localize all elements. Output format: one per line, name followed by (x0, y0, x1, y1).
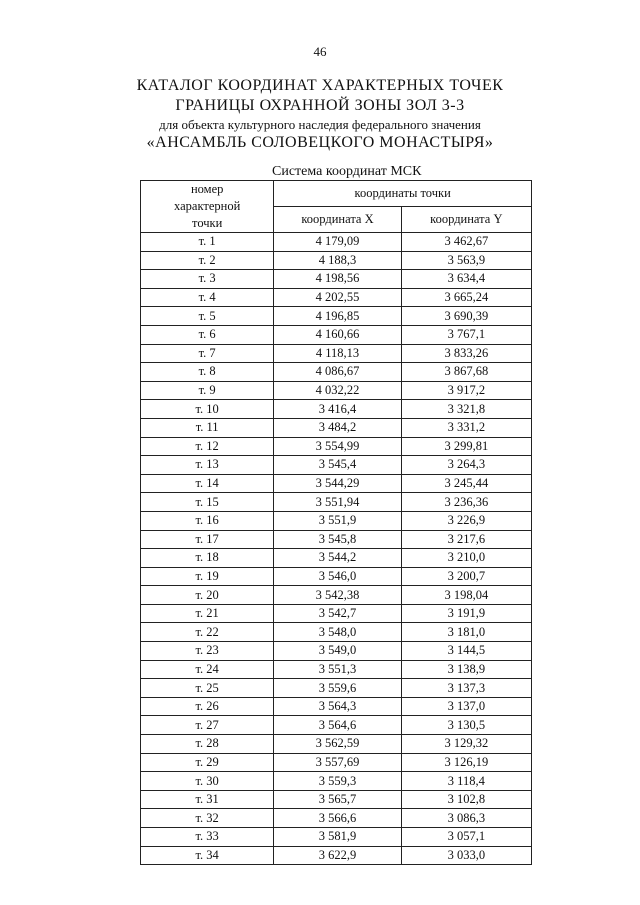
coordinate-y-cell: 3 217,6 (401, 530, 531, 549)
coordinate-y-cell: 3 299,81 (401, 437, 531, 456)
table-row (141, 325, 532, 344)
table-row (141, 381, 532, 400)
table-row (141, 493, 532, 512)
point-number-cell: т. 9 (141, 381, 274, 400)
table-row (141, 679, 532, 698)
coordinate-y-cell: 3 264,3 (401, 456, 531, 475)
coordinate-x-cell: 4 188,3 (274, 251, 401, 270)
coordinate-x-cell: 3 562,59 (274, 735, 401, 754)
page-number: 46 (313, 44, 327, 59)
coordinate-x-cell: 4 179,09 (274, 233, 401, 252)
coordinate-x-cell: 3 544,29 (274, 474, 401, 493)
coordinate-x-cell: 4 118,13 (274, 344, 401, 363)
table-row (141, 753, 532, 772)
coordinate-y-cell: 3 191,9 (401, 604, 531, 623)
title-line-4: «АНСАМБЛЬ СОЛОВЕЦКОГО МОНАСТЫРЯ» (146, 134, 494, 151)
point-number-cell: т. 4 (141, 288, 274, 307)
coordinate-y-cell: 3 767,1 (401, 325, 531, 344)
coordinate-y-cell: 3 198,04 (401, 586, 531, 605)
table-row (141, 846, 532, 865)
header-number-line-1: номер (190, 182, 224, 196)
table-row (141, 809, 532, 828)
coordinate-x-cell: 3 622,9 (274, 846, 401, 865)
table-row (141, 344, 532, 363)
point-number-cell: т. 23 (141, 642, 274, 661)
point-number-cell: т. 26 (141, 697, 274, 716)
coordinate-x-cell: 3 416,4 (274, 400, 401, 419)
table-row (141, 604, 532, 623)
table-row (141, 530, 532, 549)
title-line-1: КАТАЛОГ КООРДИНАТ ХАРАКТЕРНЫХ ТОЧЕК (136, 77, 504, 94)
coordinate-y-cell: 3 118,4 (401, 772, 531, 791)
coordinate-y-cell: 3 181,0 (401, 623, 531, 642)
coordinate-x-cell: 3 564,3 (274, 697, 401, 716)
coordinate-x-cell: 3 581,9 (274, 828, 401, 847)
coordinate-x-cell: 4 160,66 (274, 325, 401, 344)
coordinate-y-cell: 3 057,1 (401, 828, 531, 847)
coordinate-x-cell: 3 551,9 (274, 511, 401, 530)
coordinate-y-cell: 3 200,7 (401, 567, 531, 586)
point-number-cell: т. 19 (141, 567, 274, 586)
title-line-2: ГРАНИЦЫ ОХРАННОЙ ЗОНЫ ЗОЛ 3-3 (175, 97, 465, 114)
table-row (141, 233, 532, 252)
coordinate-y-cell: 3 226,9 (401, 511, 531, 530)
point-number-cell: т. 17 (141, 530, 274, 549)
coordinate-x-cell: 4 196,85 (274, 307, 401, 326)
coordinate-y-cell: 3 690,39 (401, 307, 531, 326)
coordinate-x-cell: 4 202,55 (274, 288, 401, 307)
coordinate-x-cell: 3 551,3 (274, 660, 401, 679)
point-number-cell: т. 33 (141, 828, 274, 847)
table-row (141, 270, 532, 289)
coordinate-x-cell: 3 545,4 (274, 456, 401, 475)
table-row (141, 772, 532, 791)
header-coordinates-group: координаты точки (274, 181, 532, 207)
point-number-cell: т. 8 (141, 363, 274, 382)
point-number-cell: т. 15 (141, 493, 274, 512)
coordinate-x-cell: 3 557,69 (274, 753, 401, 772)
table-row (141, 716, 532, 735)
table-row (141, 790, 532, 809)
coordinate-x-cell: 3 549,0 (274, 642, 401, 661)
coordinate-y-cell: 3 033,0 (401, 846, 531, 865)
table-row (141, 418, 532, 437)
coordinate-y-cell: 3 833,26 (401, 344, 531, 363)
point-number-cell: т. 20 (141, 586, 274, 605)
coordinate-y-cell: 3 331,2 (401, 418, 531, 437)
table-row (141, 363, 532, 382)
coordinate-y-cell: 3 245,44 (401, 474, 531, 493)
header-coordinate-x: координата X (274, 207, 401, 233)
point-number-cell: т. 21 (141, 604, 274, 623)
table-row (141, 567, 532, 586)
coordinate-y-cell: 3 102,8 (401, 790, 531, 809)
coordinate-y-cell: 3 138,9 (401, 660, 531, 679)
point-number-cell: т. 2 (141, 251, 274, 270)
coordinate-x-cell: 3 551,94 (274, 493, 401, 512)
header-number-line-2: характерной (174, 199, 241, 213)
coordinate-system-label: Система координат МСК (272, 164, 422, 179)
coordinate-y-cell: 3 867,68 (401, 363, 531, 382)
point-number-cell: т. 5 (141, 307, 274, 326)
point-number-cell: т. 30 (141, 772, 274, 791)
point-number-cell: т. 13 (141, 456, 274, 475)
point-number-cell: т. 27 (141, 716, 274, 735)
point-number-cell: т. 22 (141, 623, 274, 642)
point-number-cell: т. 31 (141, 790, 274, 809)
header-number-line-3: точки (192, 216, 223, 230)
header-coordinate-y: координата Y (401, 207, 531, 233)
coordinate-x-cell: 3 559,6 (274, 679, 401, 698)
coordinate-x-cell: 3 548,0 (274, 623, 401, 642)
coordinate-y-cell: 3 917,2 (401, 381, 531, 400)
coordinate-x-cell: 3 542,38 (274, 586, 401, 605)
point-number-cell: т. 6 (141, 325, 274, 344)
point-number-cell: т. 12 (141, 437, 274, 456)
coordinate-x-cell: 3 542,7 (274, 604, 401, 623)
coordinate-y-cell: 3 321,8 (401, 400, 531, 419)
point-number-cell: т. 24 (141, 660, 274, 679)
coordinate-y-cell: 3 130,5 (401, 716, 531, 735)
table-body (141, 233, 532, 865)
table-row (141, 251, 532, 270)
coordinate-y-cell: 3 563,9 (401, 251, 531, 270)
coordinate-y-cell: 3 137,3 (401, 679, 531, 698)
table-row (141, 642, 532, 661)
coordinate-x-cell: 3 559,3 (274, 772, 401, 791)
coordinate-x-cell: 3 544,2 (274, 549, 401, 568)
coordinate-y-cell: 3 126,19 (401, 753, 531, 772)
coordinate-x-cell: 3 564,6 (274, 716, 401, 735)
point-number-cell: т. 32 (141, 809, 274, 828)
point-number-cell: т. 14 (141, 474, 274, 493)
coordinate-x-cell: 4 032,22 (274, 381, 401, 400)
point-number-cell: т. 3 (141, 270, 274, 289)
coordinate-y-cell: 3 462,67 (401, 233, 531, 252)
table-row (141, 474, 532, 493)
coordinates-table (140, 180, 532, 865)
point-number-cell: т. 28 (141, 735, 274, 754)
coordinate-y-cell: 3 634,4 (401, 270, 531, 289)
coordinate-x-cell: 3 484,2 (274, 418, 401, 437)
table-row (141, 511, 532, 530)
table-row (141, 307, 532, 326)
coordinate-x-cell: 3 545,8 (274, 530, 401, 549)
coordinate-x-cell: 3 546,0 (274, 567, 401, 586)
table-row (141, 623, 532, 642)
point-number-cell: т. 25 (141, 679, 274, 698)
table-row (141, 437, 532, 456)
point-number-cell: т. 10 (141, 400, 274, 419)
table-row (141, 660, 532, 679)
coordinate-x-cell: 3 566,6 (274, 809, 401, 828)
point-number-cell: т. 34 (141, 846, 274, 865)
table-row (141, 400, 532, 419)
point-number-cell: т. 29 (141, 753, 274, 772)
point-number-cell: т. 11 (141, 418, 274, 437)
coordinate-y-cell: 3 236,36 (401, 493, 531, 512)
coordinate-y-cell: 3 144,5 (401, 642, 531, 661)
coordinate-x-cell: 3 565,7 (274, 790, 401, 809)
coordinate-x-cell: 4 198,56 (274, 270, 401, 289)
table-row (141, 549, 532, 568)
coordinate-y-cell: 3 086,3 (401, 809, 531, 828)
coordinate-x-cell: 3 554,99 (274, 437, 401, 456)
header-point-number (141, 181, 274, 233)
table-row (141, 456, 532, 475)
coordinate-y-cell: 3 137,0 (401, 697, 531, 716)
table-row (141, 288, 532, 307)
coordinate-x-cell: 4 086,67 (274, 363, 401, 382)
coordinate-y-cell: 3 210,0 (401, 549, 531, 568)
coordinate-y-cell: 3 129,32 (401, 735, 531, 754)
title-line-3: для объекта культурного наследия федерального значения (159, 117, 481, 132)
point-number-cell: т. 7 (141, 344, 274, 363)
point-number-cell: т. 1 (141, 233, 274, 252)
coordinate-y-cell: 3 665,24 (401, 288, 531, 307)
table-row (141, 586, 532, 605)
table-row (141, 735, 532, 754)
document-title (0, 76, 640, 153)
point-number-cell: т. 18 (141, 549, 274, 568)
point-number-cell: т. 16 (141, 511, 274, 530)
table-header (141, 181, 532, 233)
table-row (141, 697, 532, 716)
table-row (141, 828, 532, 847)
